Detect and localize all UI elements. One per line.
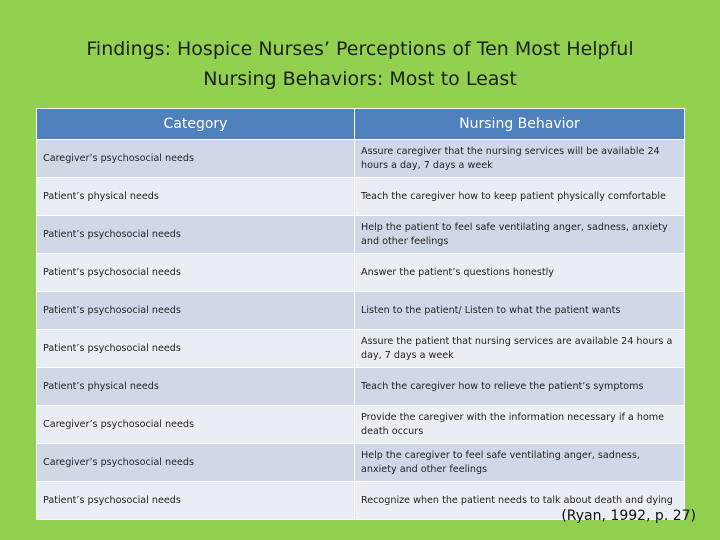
behavior-cell: Listen to the patient/ Listen to what the patient wants	[355, 292, 685, 330]
behavior-cell: Provide the caregiver with the information necessary if a home death occurs	[355, 406, 685, 444]
table-row	[37, 254, 685, 292]
findings-table	[36, 108, 685, 520]
table-row	[37, 216, 685, 254]
category-cell: Patient’s psychosocial needs	[37, 216, 355, 254]
behavior-cell: Help the caregiver to feel safe ventilating anger, sadness, anxiety and other feelings	[355, 444, 685, 482]
table-row	[37, 406, 685, 444]
behavior-cell: Answer the patient’s questions honestly	[355, 254, 685, 292]
header-category: Category	[37, 109, 355, 140]
table-row	[37, 368, 685, 406]
behavior-cell: Teach the caregiver how to keep patient physically comfortable	[355, 178, 685, 216]
category-cell: Patient’s physical needs	[37, 368, 355, 406]
behavior-cell: Assure the patient that nursing services are available 24 hours a day, 7 days a week	[355, 330, 685, 368]
category-cell: Patient’s psychosocial needs	[37, 292, 355, 330]
category-cell: Patient’s psychosocial needs	[37, 254, 355, 292]
category-cell: Caregiver’s psychosocial needs	[37, 444, 355, 482]
slide-title-line-2: Nursing Behaviors: Most to Least	[203, 68, 517, 90]
behavior-cell: Teach the caregiver how to relieve the patient’s symptoms	[355, 368, 685, 406]
behavior-cell: Recognize when the patient needs to talk about death and dying	[355, 482, 685, 520]
table-row	[37, 292, 685, 330]
header-nursing-behavior: Nursing Behavior	[355, 109, 685, 140]
table-row	[37, 178, 685, 216]
category-cell: Caregiver’s psychosocial needs	[37, 140, 355, 178]
category-cell: Patient’s physical needs	[37, 178, 355, 216]
slide-title	[40, 34, 680, 94]
citation: (Ryan, 1992, p. 27)	[561, 508, 696, 524]
table-row	[37, 444, 685, 482]
category-cell: Caregiver’s psychosocial needs	[37, 406, 355, 444]
behavior-cell: Help the patient to feel safe ventilating anger, sadness, anxiety and other feelings	[355, 216, 685, 254]
category-cell: Patient’s psychosocial needs	[37, 330, 355, 368]
category-cell: Patient’s psychosocial needs	[37, 482, 355, 520]
table-row	[37, 140, 685, 178]
behavior-cell: Assure caregiver that the nursing services will be available 24 hours a day, 7 days a week	[355, 140, 685, 178]
table-row	[37, 330, 685, 368]
table-header-row	[37, 109, 685, 140]
slide-title-line-1: Findings: Hospice Nurses’ Perceptions of Ten Most Helpful	[86, 38, 634, 60]
